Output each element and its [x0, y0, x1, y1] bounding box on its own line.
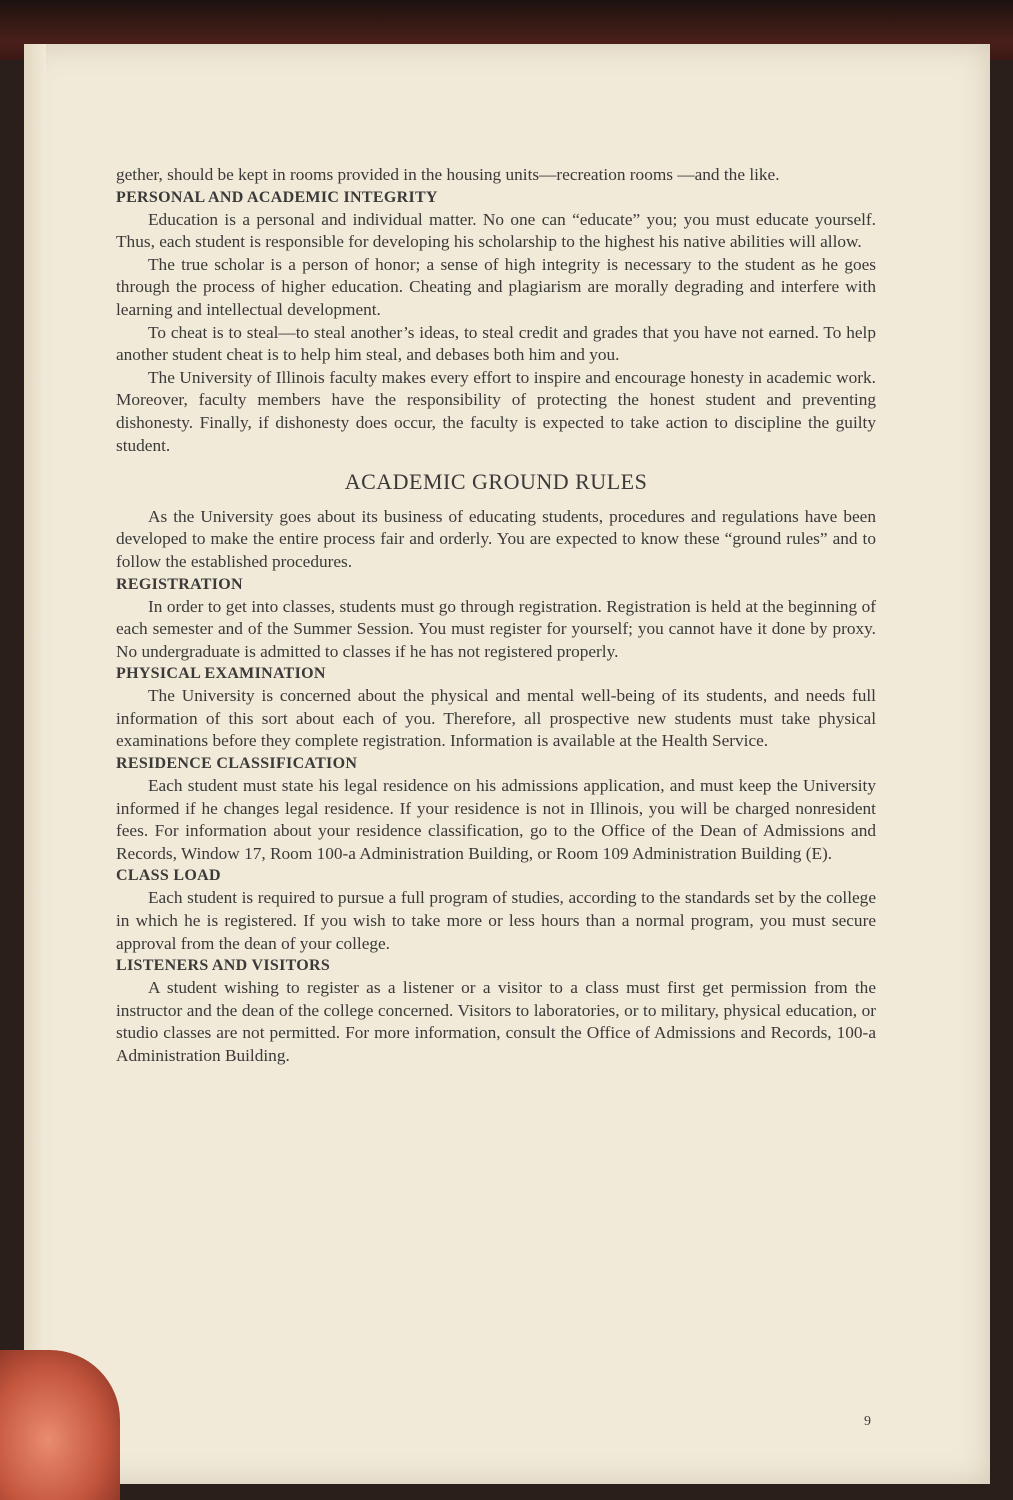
paragraph: To cheat is to steal—to steal another’s ideas, to steal credit and grades that you have not earned. To help another student cheat is to help him steal, and debases both him and you.: [116, 322, 876, 365]
paragraph: Education is a personal and individual matter. No one can “educate” you; you must educate yourself. Thus, each student is responsible for developing his scholarship to the highest his native abilities will allow.: [116, 209, 876, 252]
intro-fragment: gether, should be kept in rooms provided in the housing units—recreation rooms —and the like.: [116, 165, 780, 184]
paragraph: In order to get into classes, students must go through registration. Registration is held at the beginning of each semester and of the Summer Session. You must register for yourself; you cannot have it done by proxy. No undergraduate is admitted to classes if he has not registered properly.: [116, 596, 876, 661]
paragraph: Each student is required to pursue a full program of studies, according to the standards set by the college in which he is registered. If you wish to take more or less hours than a normal program, you must secure approval from the dean of your college.: [116, 888, 876, 953]
page-edge: [24, 44, 46, 1484]
thumb-photo: [0, 1350, 120, 1500]
heading-personal-integrity: PERSONAL AND ACADEMIC INTEGRITY: [116, 188, 438, 206]
paragraph: The University is concerned about the physical and mental well-being of its students, and needs full information of this sort about each of you. Therefore, all prospective new students must take physical examinations before they complete registration. Information is available at the Health Service.: [116, 686, 876, 751]
heading-class-load: CLASS LOAD: [116, 867, 221, 885]
heading-residence-classification: RESIDENCE CLASSIFICATION: [116, 755, 358, 773]
paragraph: The true scholar is a person of honor; a sense of high integrity is necessary to the student as he goes through the process of higher education. Cheating and plagiarism are morally degrading and interfere with learning and intellectual development.: [116, 254, 876, 319]
heading-physical-examination: PHYSICAL EXAMINATION: [116, 665, 326, 683]
paragraph: Each student must state his legal residence on his admissions application, and must keep the University informed if he changes legal residence. If your residence is not in Illinois, you will be charged nonresident fees. For information about your residence classification, go to the Office of the Dean of Admissions and Records, Window 17, Room 100-a Administration Building, or Room 109 Administration Building (E).: [116, 776, 876, 863]
page-text: [116, 164, 876, 1068]
paragraph: As the University goes about its business of educating students, procedures and regulations have been developed to make the entire process fair and orderly. You are expected to know these “ground rules” and to follow the established procedures.: [116, 506, 876, 571]
section-title-ground-rules: ACADEMIC GROUND RULES: [344, 469, 648, 495]
heading-listeners-visitors: LISTENERS AND VISITORS: [116, 957, 331, 975]
heading-registration: REGISTRATION: [116, 575, 243, 593]
book-page: [24, 44, 990, 1484]
page-number: 9: [864, 1414, 871, 1429]
paragraph: A student wishing to register as a listener or a visitor to a class must first get permission from the instructor and the dean of the college concerned. Visitors to laboratories, or to military, physical education, or studio classes are not permitted. For more information, consult the Office of Admissions and Records, 100-a Administration Building.: [116, 978, 876, 1065]
paragraph: The University of Illinois faculty makes every effort to inspire and encourage honesty in academic work. Moreover, faculty members have the responsibility of protecting the honest student and preventing dishonesty. Finally, if dishonesty does occur, the faculty is expected to take action to discipline the guilty student.: [116, 367, 876, 455]
